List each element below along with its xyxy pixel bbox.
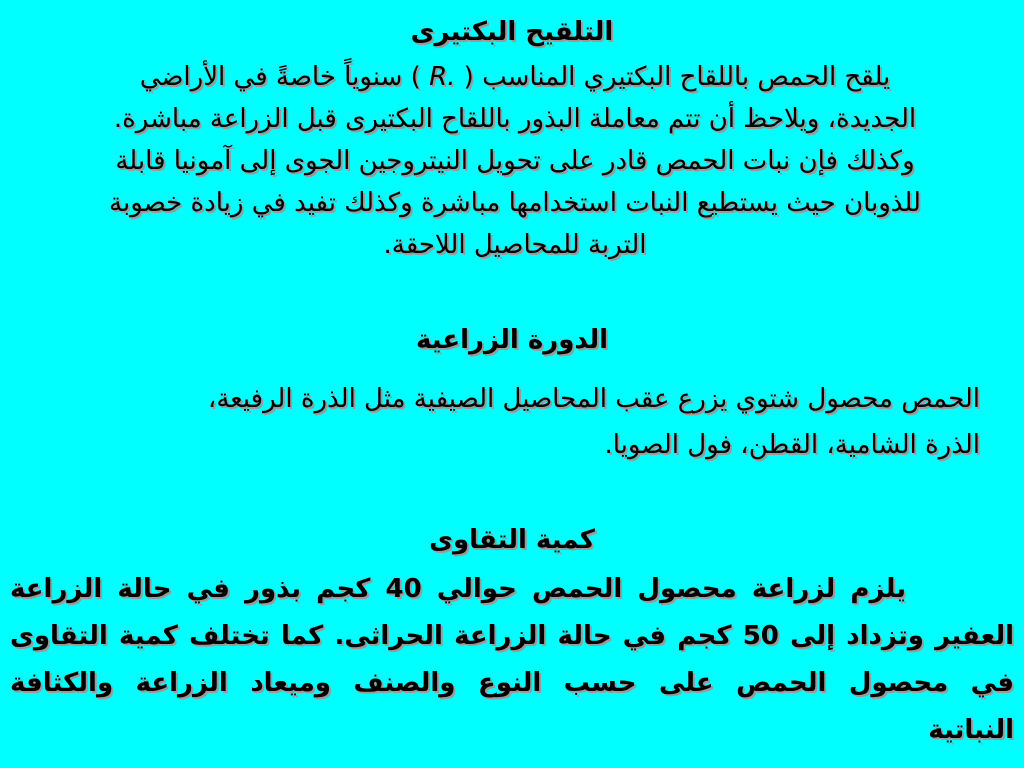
paragraph-bacterial-inoculation (20, 56, 1010, 266)
heading-crop-rotation: الدورة الزراعية (415, 325, 609, 355)
text-fragment: يلقح الحمص باللقاح البكتيري المناسب ( (455, 62, 891, 92)
paragraph-line: العفير وتزداد إلى 50 كجم في حالة الزراعة الحراثى. كما تختلف كمية التقاوى (10, 621, 1015, 651)
paragraph-line: التربة للمحاصيل اللاحقة. (383, 230, 647, 260)
paragraph-line: الذرة الشامية، القطن، فول الصويا. (604, 430, 980, 460)
text-fragment: ) سنوياً خاصةً في الأراضي (139, 62, 430, 92)
heading-bacterial-inoculation: التلقيح البكتيرى (410, 17, 614, 47)
heading-seed-quantity: كمية التقاوى (429, 525, 595, 555)
paragraph-line: وكذلك فإن نبات الحمص قادر على تحويل النيتروجين الجوى إلى آمونيا قابلة (115, 146, 915, 176)
paragraph-seed-quantity (10, 566, 1014, 754)
paragraph-crop-rotation (30, 376, 980, 468)
paragraph-line: في محصول الحمص على حسب النوع والصنف وميعاد الزراعة والكثافة (10, 668, 1014, 698)
paragraph-line: للذوبان حيث يستطيع النبات استخدامها مباشرة وكذلك تفيد في زيادة خصوبة (109, 188, 921, 218)
paragraph-line (20, 56, 1010, 98)
paragraph-line: الجديدة، ويلاحظ أن تتم معاملة البذور باللقاح البكتيرى قبل الزراعة مباشرة. (113, 104, 917, 134)
rhizobium-abbreviation: R. (429, 62, 456, 92)
paragraph-line: الحمص محصول شتوي يزرع عقب المحاصيل الصيفية مثل الذرة الرفيعة، (207, 384, 980, 414)
paragraph-line: يلزم لزراعة محصول الحمص حوالي 40 كجم بذور في حالة الزراعة (10, 574, 906, 604)
paragraph-line: النباتية (928, 715, 1014, 745)
